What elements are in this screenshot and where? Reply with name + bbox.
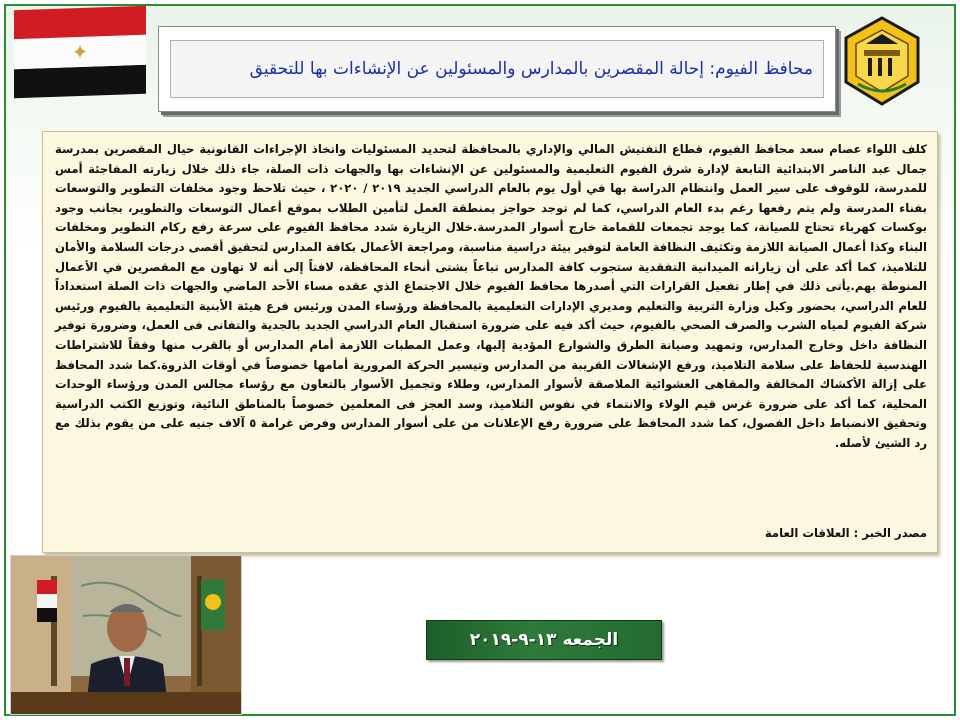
headline-title: محافظ الفيوم: إحالة المقصرين بالمدارس والمسئولين عن الإنشاءات بها للتحقيق bbox=[249, 59, 813, 79]
article-body: كلف اللواء عصام سعد محافظ الفيوم، قطاع التفتيش المالي والإداري بالمحافظة لتحديد المسئوليات واتخاذ الإجراءات القانونية حيال المقصرين بمدرسة جمال عبد الناصر الابتدائية التابعة لإدارة شرق الفيوم التعليمية والمسئولين عن الإنشاءات بها والجهات ذات الصلة، جاء ذلك خلال زيارته المفاجئة أمس للمدرسة، للوقوف على سير العمل وانتظام الدراسة بها في أول يوم بالعام الدراسي الجديد ٢٠١٩ / ٢٠٢٠ ، حيث تلاحظ وجود مخلفات التطوير والتوسعات بفناء المدرسة ولم يتم رفعها رغم بدء العام الدراسي، كما لم توجد حواجز بمنطقة العمل لتأمين الطلاب بموقع أعمال التوسعات والتطوير، بجانب وجود بوكسات كهرباء تحتاج للصيانة، كما يوجد تجمعات للقمامة خارج أسوار المدرسة.خلال الزيارة شدد محافظ الفيوم على سرعة رفع ركام التطوير ومخلفات البناء وكذا أعمال الصيانة اللازمة وتكثيف النظافة العامة لتوفير بيئة دراسية مناسبة، ومراجعة الأعمال بكافة المدارس لتحقيق أقصى درجات السلامة والأمان للتلاميذ، كما أكد على أن زياراته الميدانية التفقدية ستجوب كافة المدارس تباعاً بشتى أنحاء المحافظة، لافتاً إلى أنه لا تهاون مع المقصرين في الأعمال المنوطة بهم.يأتى ذلك في إطار تفعيل القرارات التي أصدرها محافظ الفيوم خلال الاجتماع الذي عقده مساء الأحد الماضي والجهات ذات الصلة استعداداً للعام الدراسي، بحضور وكيل وزارة التربية والتعليم ومديري الإدارات التعليمية بالمحافظة ورؤساء المدن ورئيس فرع هيئة الأبنية التعليمية بالفيوم ورئيس شركة الفيوم لمياه الشرب والصرف الصحي بالفيوم، حيث أكد فيه على ضرورة استقبال العام الدراسي الجديد بالجدية والتفانى فى العمل، وضرورة توفير النظافة داخل وخارج المدارس، وتمهيد وصيانة الطرق والشوارع المؤدية إليها، وعمل المطبات اللازمة أمام المدارس أو بالقرب منها وفقاً للاشتراطات الهندسية للحفاظ على سلامة التلاميذ، ورفع الإشغالات القريبة من المدارس وتيسير الحركة المرورية أمامها خصوصاً في أوقات الذروة.كما شدد المحافظ على إزالة الأكشاك المخالفة والمقاهى العشوائية الملاصقة لأسوار المدارس، وطلاء وتجميل الأسوار بالتعاون مع رؤساء مجالس المدن ورؤساء الوحدات المحلية، كما أكد على ضرورة غرس قيم الولاء والانتماء في نفوس التلاميذ، وسد العجز فى المعلمين خصوصاً بالمناطق النائية، وتوزيع الكتب الدراسية وتحقيق الانضباط داخل الفصول، كما شدد المحافظ على ضرورة رفع الإعلانات من على أسوار المدارس وفرض غرامة ٥ آلاف جنيه على من يقوم بذلك مع رد الشيئ لأصله. bbox=[55, 142, 928, 450]
headline-inner bbox=[170, 40, 824, 98]
headline-box bbox=[158, 26, 836, 112]
article-source: مصدر الخبر : العلاقات العامة bbox=[764, 526, 927, 540]
date-banner bbox=[426, 620, 662, 660]
eagle-icon: ✦ bbox=[71, 39, 89, 65]
date-text: الجمعه ١٣-٩-٢٠١٩ bbox=[469, 630, 619, 650]
governor-photo bbox=[10, 555, 242, 715]
article-panel bbox=[42, 131, 938, 553]
governorate-logo-icon bbox=[838, 10, 926, 110]
egypt-flag-icon bbox=[14, 6, 146, 99]
